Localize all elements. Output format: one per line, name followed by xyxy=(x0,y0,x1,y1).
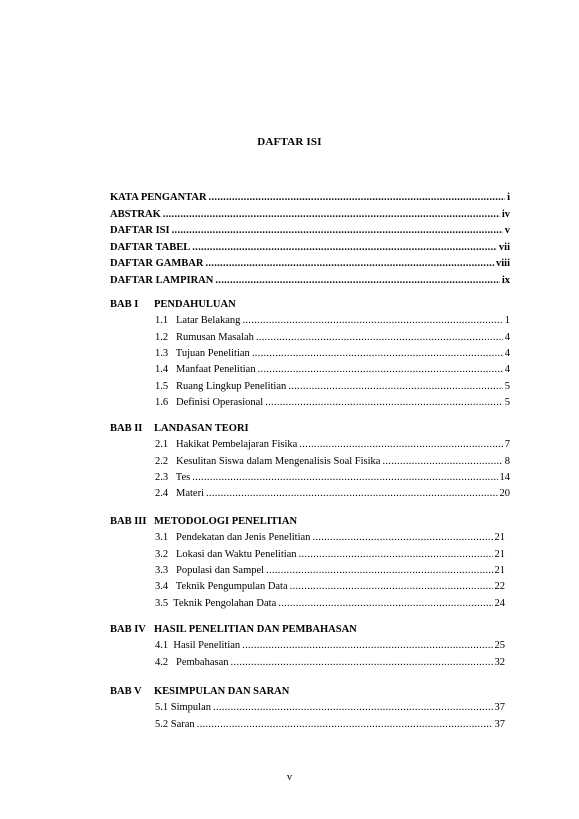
toc-entry-label: 2.1 Hakikat Pembelajaran Fisika xyxy=(155,439,298,451)
dot-leader xyxy=(163,208,500,222)
toc-entry-label: 1.1 Latar Belakang xyxy=(155,315,241,327)
chapter-number: BAB V xyxy=(110,686,142,697)
toc-front-entry[interactable] xyxy=(110,208,510,222)
toc-entry-label: 3.2 Lokasi dan Waktu Penelitian xyxy=(155,548,297,560)
chapter-title: KESIMPULAN DAN SARAN xyxy=(154,686,290,697)
dot-leader xyxy=(266,564,492,578)
chapter-title: METODOLOGI PENELITIAN xyxy=(154,516,298,527)
chapter-heading[interactable] xyxy=(110,685,289,699)
dot-leader xyxy=(242,314,502,328)
toc-section-entry[interactable] xyxy=(155,718,505,732)
toc-entry-page: 22 xyxy=(494,581,505,593)
toc-entry-label: 2.4 Materi xyxy=(155,488,204,500)
page-number-footer: v xyxy=(286,772,293,783)
toc-entry-page: 5 xyxy=(504,380,510,392)
toc-entry-label: 1.6 Definisi Operasional xyxy=(155,396,264,408)
toc-entry-page: 7 xyxy=(504,439,510,451)
dot-leader xyxy=(288,380,503,394)
toc-entry-label: 1.5 Ruang Lingkup Penelitian xyxy=(155,380,287,392)
toc-entry-label: KATA PENGANTAR xyxy=(110,192,207,203)
toc-front-entry[interactable] xyxy=(110,224,510,238)
dot-leader xyxy=(265,396,503,410)
toc-entry-page: 37 xyxy=(494,718,505,730)
toc-entry-page: 21 xyxy=(494,532,505,544)
toc-section-entry[interactable] xyxy=(155,531,505,545)
toc-section-entry[interactable] xyxy=(155,363,510,377)
dot-leader xyxy=(256,331,503,345)
toc-section-entry[interactable] xyxy=(155,314,510,328)
toc-section-entry[interactable] xyxy=(155,701,505,715)
toc-front-entry[interactable] xyxy=(110,241,510,255)
toc-entry-label: 2.3 Tes xyxy=(155,471,191,483)
toc-entry-page: vii xyxy=(498,241,510,253)
dot-leader xyxy=(242,639,492,653)
toc-section-entry[interactable] xyxy=(155,487,510,501)
toc-entry-label: 3.4 Teknik Pengumpulan Data xyxy=(155,581,288,593)
dot-leader xyxy=(192,241,497,255)
toc-entry-page: 8 xyxy=(504,455,510,467)
toc-entry-label: DAFTAR TABEL xyxy=(110,241,191,253)
chapter-title: HASIL PENELITIAN DAN PEMBAHASAN xyxy=(154,624,357,635)
dot-leader xyxy=(205,257,494,271)
chapter-number: BAB IV xyxy=(110,624,146,635)
chapter-number: BAB III xyxy=(110,516,147,527)
toc-entry-label: 3.5 Teknik Pengolahan Data xyxy=(155,597,277,609)
toc-section-entry[interactable] xyxy=(155,580,505,594)
dot-leader xyxy=(172,224,503,238)
dot-leader xyxy=(299,438,502,452)
toc-entry-page: 37 xyxy=(494,702,505,714)
toc-entry-page: 32 xyxy=(494,656,505,668)
chapter-title: LANDASAN TEORI xyxy=(154,423,249,434)
toc-section-entry[interactable] xyxy=(155,396,510,410)
toc-entry-label: 5.2 Saran xyxy=(155,718,195,730)
toc-section-entry[interactable] xyxy=(155,656,505,670)
toc-entry-page: 21 xyxy=(494,548,505,560)
dot-leader xyxy=(299,548,493,562)
toc-section-entry[interactable] xyxy=(155,597,505,611)
toc-entry-label: 5.1 Simpulan xyxy=(155,702,212,714)
toc-front-entry[interactable] xyxy=(110,257,510,271)
toc-front-entry[interactable] xyxy=(110,191,510,205)
toc-entry-label: 3.1 Pendekatan dan Jenis Penelitian xyxy=(155,532,311,544)
dot-leader xyxy=(382,455,502,469)
dot-leader xyxy=(215,274,499,288)
toc-section-entry[interactable] xyxy=(155,438,510,452)
toc-section-entry[interactable] xyxy=(155,331,510,345)
toc-entry-page: 25 xyxy=(494,640,505,652)
toc-entry-page: 14 xyxy=(499,471,510,483)
toc-entry-label: 4.2 Pembahasan xyxy=(155,656,229,668)
page-title: DAFTAR ISI xyxy=(257,136,322,148)
toc-entry-label: DAFTAR GAMBAR xyxy=(110,258,204,269)
toc-entry-page: i xyxy=(507,192,510,203)
dot-leader xyxy=(312,531,492,545)
dot-leader xyxy=(252,347,503,361)
toc-entry-label: DAFTAR LAMPIRAN xyxy=(110,274,214,286)
toc-entry-label: DAFTAR ISI xyxy=(110,225,170,236)
chapter-number: BAB I xyxy=(110,299,139,310)
toc-entry-label: 3.3 Populasi dan Sampel xyxy=(155,564,265,576)
toc-entry-label: 2.2 Kesulitan Siswa dalam Mengenalisis Soal Fisika xyxy=(155,455,381,467)
toc-entry-label: 1.2 Rumusan Masalah xyxy=(155,331,254,343)
toc-section-entry[interactable] xyxy=(155,564,505,578)
toc-front-entry[interactable] xyxy=(110,274,510,288)
dot-leader xyxy=(278,597,492,611)
toc-entry-label: ABSTRAK xyxy=(110,208,161,220)
chapter-heading[interactable] xyxy=(110,298,236,312)
toc-entry-page: 1 xyxy=(504,315,510,327)
dot-leader xyxy=(197,718,493,732)
toc-section-entry[interactable] xyxy=(155,471,510,485)
chapter-heading[interactable] xyxy=(110,422,249,436)
chapter-heading[interactable] xyxy=(110,515,297,529)
toc-entry-page: 5 xyxy=(504,396,510,408)
toc-entry-page: 4 xyxy=(504,331,510,343)
toc-entry-page: v xyxy=(504,225,510,236)
toc-section-entry[interactable] xyxy=(155,548,505,562)
chapter-title: PENDAHULUAN xyxy=(154,299,236,310)
toc-entry-page: 4 xyxy=(504,364,510,376)
toc-entry-page: 24 xyxy=(494,597,505,609)
toc-section-entry[interactable] xyxy=(155,639,505,653)
toc-entry-page: 20 xyxy=(499,488,510,500)
toc-section-entry[interactable] xyxy=(155,455,510,469)
chapter-heading[interactable] xyxy=(110,623,357,637)
toc-entry-page: iv xyxy=(501,208,510,220)
toc-section-entry[interactable] xyxy=(155,380,510,394)
toc-entry-page: ix xyxy=(501,274,510,286)
toc-entry-page: viii xyxy=(495,258,510,269)
toc-entry-page: 4 xyxy=(504,347,510,359)
dot-leader xyxy=(206,487,498,501)
toc-section-entry[interactable] xyxy=(155,347,510,361)
dot-leader xyxy=(258,363,503,377)
toc-entry-page: 21 xyxy=(494,564,505,576)
dot-leader xyxy=(209,191,506,205)
chapter-number: BAB II xyxy=(110,423,143,434)
toc-entry-label: 1.4 Manfaat Penelitian xyxy=(155,364,256,376)
dot-leader xyxy=(213,701,492,715)
dot-leader xyxy=(231,656,493,670)
toc-entry-label: 1.3 Tujuan Penelitian xyxy=(155,347,250,359)
toc-entry-label: 4.1 Hasil Penelitian xyxy=(155,640,241,652)
dot-leader xyxy=(192,471,497,485)
dot-leader xyxy=(290,580,493,594)
